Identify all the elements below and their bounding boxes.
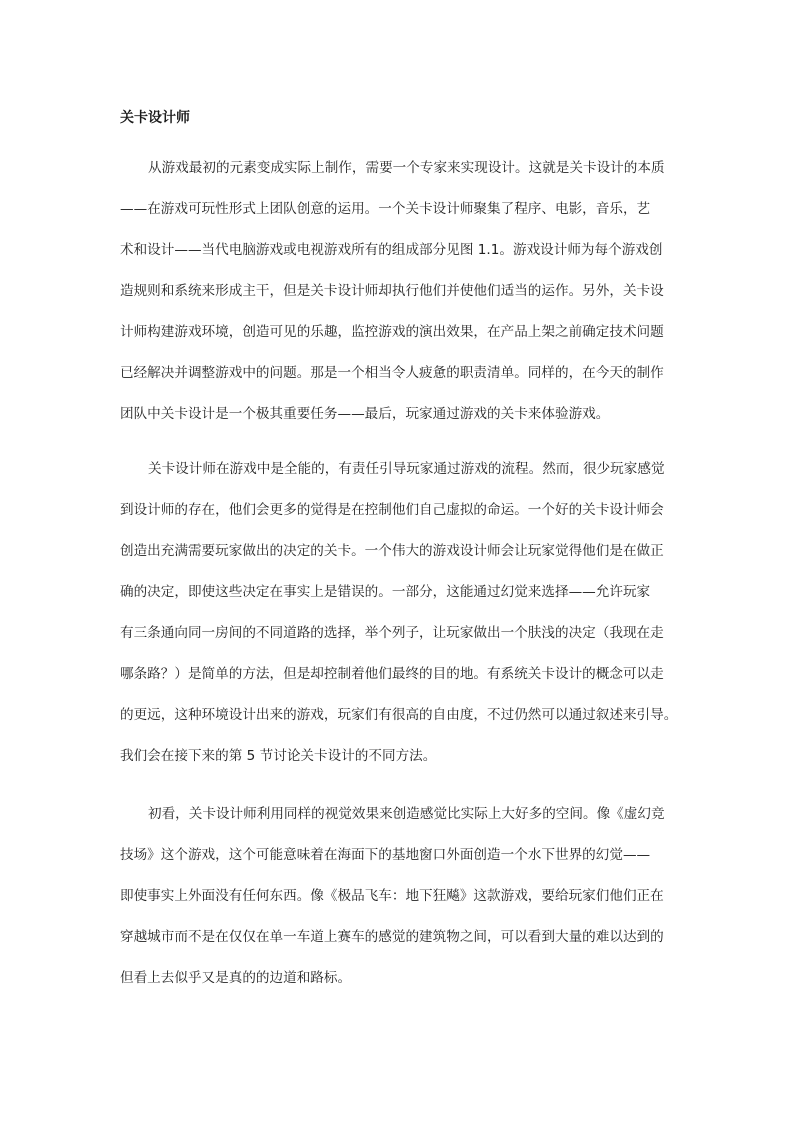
paragraph-line: 但看上去似乎又是真的的边道和路标。 — [120, 970, 352, 986]
paragraph-line: 团队中关卡设计是一个极其重要任务——最后，玩家通过游戏的关卡来体验游戏。 — [120, 406, 610, 422]
paragraph-line: 初看，关卡设计师利用同样的视觉效果来创造感觉比实际上大好多的空间。像《虚幻竞 — [148, 806, 665, 822]
paragraph-line: 已经解决并调整游戏中的问题。那是一个相当令人疲惫的职责清单。同样的，在今天的制作 — [120, 365, 664, 381]
paragraph-line: 造规则和系统来形成主干，但是关卡设计师却执行他们并使他们适当的运作。另外，关卡设 — [120, 283, 664, 299]
paragraph-line: ——在游戏可玩性形式上团队创意的运用。一个关卡设计师聚集了程序、电影，音乐，艺 — [120, 201, 651, 217]
paragraph-3 — [120, 794, 680, 999]
paragraph-line: 确的决定，即使这些决定在事实上是错误的。一部分，这能通过幻觉来选择——允许玩家 — [120, 584, 651, 600]
paragraph-line: 从游戏最初的元素变成实际上制作，需要一个专家来实现设计。这就是关卡设计的本质 — [148, 160, 665, 176]
paragraph-line: 术和设计——当代电脑游戏或电视游戏所有的组成部分见图 1.1。游戏设计师为每个游戏创 — [120, 242, 663, 258]
paragraph-line: 技场》这个游戏，这个可能意味着在海面下的基地窗口外面创造一个水下世界的幻觉—— — [120, 847, 651, 863]
paragraph-2 — [120, 449, 680, 777]
paragraph-line: 即使事实上外面没有任何东西。像《极品飞车：地下狂飚》这款游戏，要给玩家们他们正在 — [120, 888, 664, 904]
paragraph-line: 计师构建游戏环境，创造可见的乐趣，监控游戏的演出效果，在产品上架之前确定技术问题 — [120, 324, 664, 340]
paragraph-line: 到设计师的存在，他们会更多的觉得是在控制他们自己虚拟的命运。一个好的关卡设计师会 — [120, 502, 664, 518]
paragraph-line: 关卡设计师在游戏中是全能的，有责任引导玩家通过游戏的流程。然而，很少玩家感觉 — [148, 461, 665, 477]
paragraph-1 — [120, 148, 680, 435]
paragraph-line: 有三条通向同一房间的不同道路的选择，举个列子，让玩家做出一个肤浅的决定（我现在走 — [120, 625, 664, 641]
paragraph-line: 穿越城市而不是在仅仅在单一车道上赛车的感觉的建筑物之间，可以看到大量的难以达到的 — [120, 929, 664, 945]
document-title: 关卡设计师 — [120, 110, 190, 126]
paragraph-line: 我们会在接下来的第 5 节讨论关卡设计的不同方法。 — [120, 748, 437, 764]
paragraph-line: 创造出充满需要玩家做出的决定的关卡。一个伟大的游戏设计师会让玩家觉得他们是在做正 — [120, 543, 664, 559]
paragraph-line: 哪条路？）是简单的方法，但是却控制着他们最终的目的地。有系统关卡设计的概念可以走 — [120, 666, 664, 682]
paragraph-line: 的更远，这种环境设计出来的游戏，玩家们有很高的自由度，不过仍然可以通过叙述来引导。 — [120, 707, 678, 723]
